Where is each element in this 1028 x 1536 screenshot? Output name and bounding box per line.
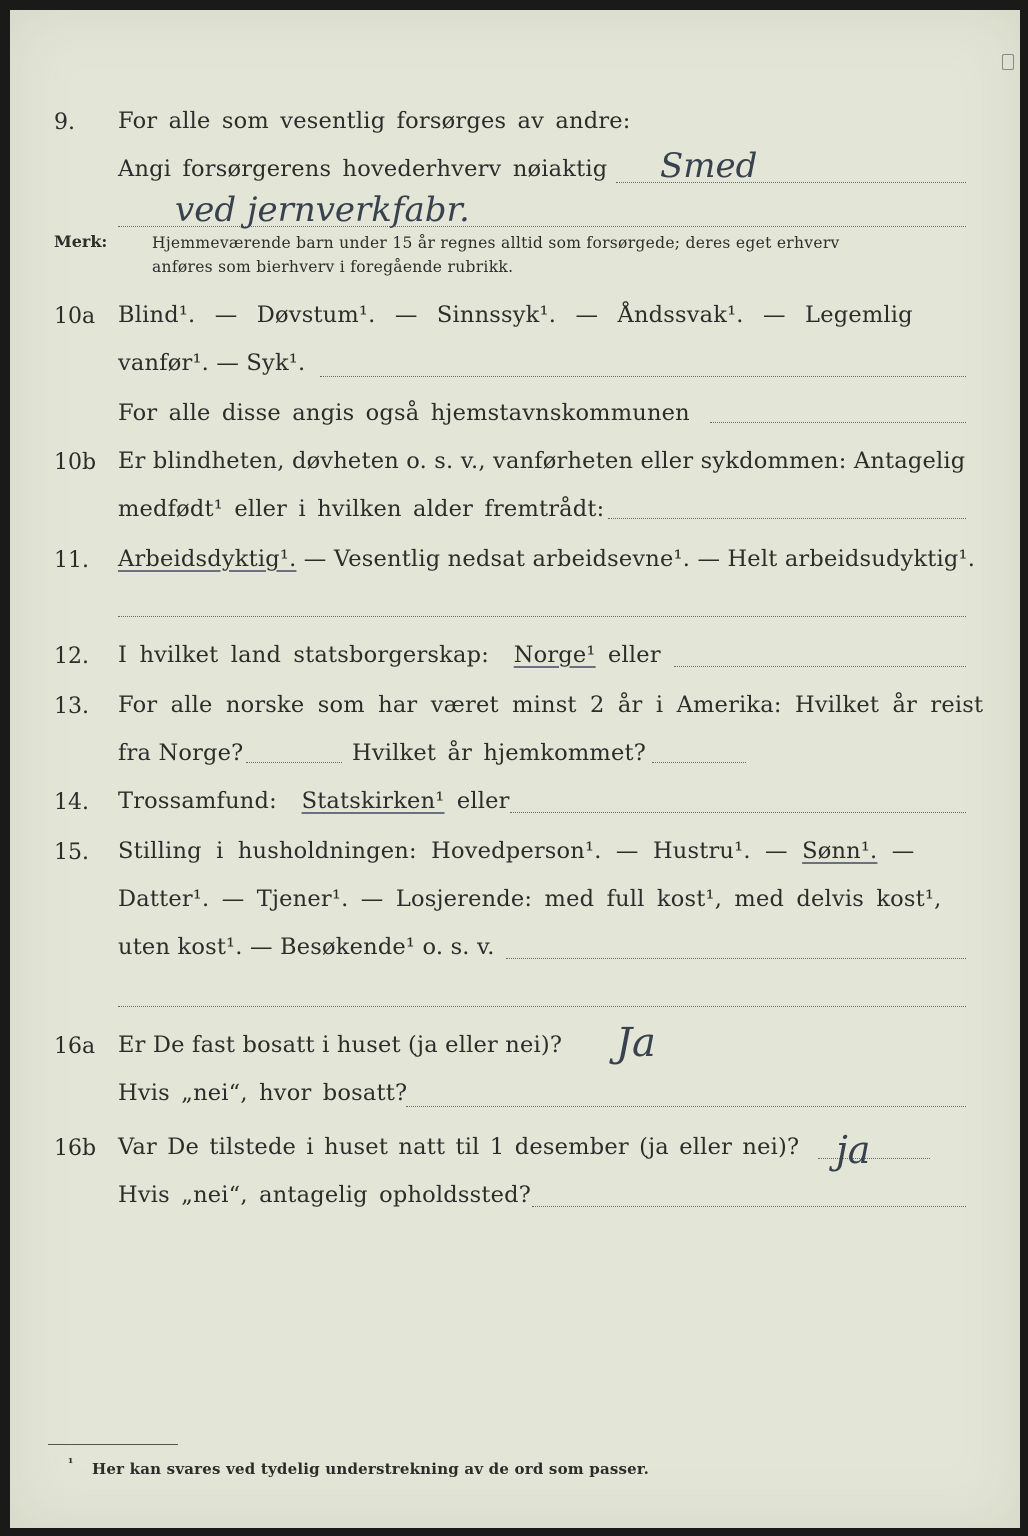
q12-prefix: I hvilket land statsborgerskap: <box>118 642 489 668</box>
q16b-line-1: Var De tilstede i huset natt til 1 desember (ja eller nei)? <box>118 1134 800 1160</box>
q13-line-2a: fra Norge? <box>118 740 244 766</box>
q12-line <box>118 642 661 668</box>
q16a-line-1: Er De fast bosatt i huset (ja eller nei)? <box>118 1032 563 1058</box>
q12-number: 12. <box>54 644 89 669</box>
q16a-line-2: Hvis „nei“, hvor bosatt? <box>118 1080 408 1106</box>
q11-line <box>118 546 975 572</box>
q14-option-statskirken: Statskirken¹ <box>301 788 445 814</box>
footnote-mark: ¹ <box>68 1456 74 1470</box>
q10b-line-1: Er blindheten, døvheten o. s. v., vanførheten eller sykdommen: Antagelig <box>118 448 966 474</box>
merk-note-line-2: anføres som bierhverv i foregående rubrikk. <box>152 258 514 276</box>
census-form-page <box>10 10 1020 1528</box>
q10a-answer-line-2 <box>710 422 966 423</box>
q10a-line-2: vanfør¹. — Syk¹. <box>118 350 306 376</box>
q10a-number: 10a <box>54 304 96 329</box>
q14-answer-line <box>510 812 966 813</box>
q16b-answer-line-1 <box>818 1158 930 1159</box>
q10a-answer-line-1 <box>320 376 966 377</box>
q9-number: 9. <box>54 110 75 135</box>
edge-mark <box>1002 54 1014 70</box>
q10b-line-2: medfødt¹ eller i hvilken alder fremtrådt: <box>118 496 605 522</box>
q15-line-1a: Stilling i husholdningen: Hovedperson¹. — Hustru¹. — <box>118 838 788 864</box>
q16b-line-2: Hvis „nei“, antagelig opholdssted? <box>118 1182 532 1208</box>
footnote-text: Her kan svares ved tydelig understrekning av de ord som passer. <box>92 1460 650 1478</box>
merk-note-line-1: Hjemmeværende barn under 15 år regnes alltid som forsørgede; deres eget erhverv <box>152 234 840 252</box>
q10b-answer-line <box>608 518 966 519</box>
q16a-answer-handwritten: Ja <box>616 1020 656 1066</box>
merk-label: Merk: <box>54 232 108 251</box>
q15-answer-line-2 <box>118 1006 966 1007</box>
q15-line-2: Datter¹. — Tjener¹. — Losjerende: med full kost¹, med delvis kost¹, <box>118 886 942 912</box>
q14-suffix: eller <box>456 788 510 814</box>
q15-line-1 <box>118 838 914 864</box>
q13-line-1: For alle norske som har været minst 2 år i Amerika: Hvilket år reist <box>118 692 984 718</box>
q14-number: 14. <box>54 790 89 815</box>
q12-answer-line <box>674 666 966 667</box>
q12-suffix: eller <box>608 642 661 668</box>
q9-title: For alle som vesentlig forsørges av andre: <box>118 108 631 134</box>
q10b-number: 10b <box>54 450 97 475</box>
q14-prefix: Trossamfund: <box>118 788 277 814</box>
q10a-line-1: Blind¹. — Døvstum¹. — Sinnssyk¹. — Åndssvak¹. — Legemlig <box>118 302 913 328</box>
q16a-number: 16a <box>54 1034 96 1059</box>
q12-option-norge: Norge¹ <box>513 642 596 668</box>
q15-line-1c: — <box>891 838 915 864</box>
q16a-answer-line <box>406 1106 966 1107</box>
q16b-answer-line-2 <box>532 1206 966 1207</box>
q13-number: 13. <box>54 694 89 719</box>
q15-number: 15. <box>54 840 89 865</box>
q15-option-sonn: Sønn¹. <box>802 838 878 864</box>
q11-number: 11. <box>54 548 89 573</box>
q13-answer-line-1 <box>246 762 342 763</box>
q15-answer-line-1 <box>506 958 966 959</box>
q16b-number: 16b <box>54 1136 97 1161</box>
q15-line-3: uten kost¹. — Besøkende¹ o. s. v. <box>118 934 495 960</box>
q11-other-options: — Vesentlig nedsat arbeidsevne¹. — Helt arbeidsudyktig¹. <box>296 546 976 572</box>
q9-answer-handwritten-1: Smed <box>660 146 758 186</box>
q13-answer-line-2 <box>652 762 746 763</box>
q9-answer-handwritten-2: ved jernverkfabr. <box>175 190 470 230</box>
q16b-answer-handwritten: ja <box>836 1128 871 1172</box>
q13-line-2b: Hvilket år hjemkommet? <box>352 740 646 766</box>
q11-answer-line <box>118 616 966 617</box>
q10a-line-3: For alle disse angis også hjemstavnskommunen <box>118 400 690 426</box>
footnote-rule <box>48 1444 178 1445</box>
q9-provider-occupation-label: Angi forsørgerens hovederhverv nøiaktig <box>118 156 608 182</box>
q14-line <box>118 788 510 814</box>
q11-option-arbeidsdyktig: Arbeidsdyktig¹. <box>118 546 297 572</box>
